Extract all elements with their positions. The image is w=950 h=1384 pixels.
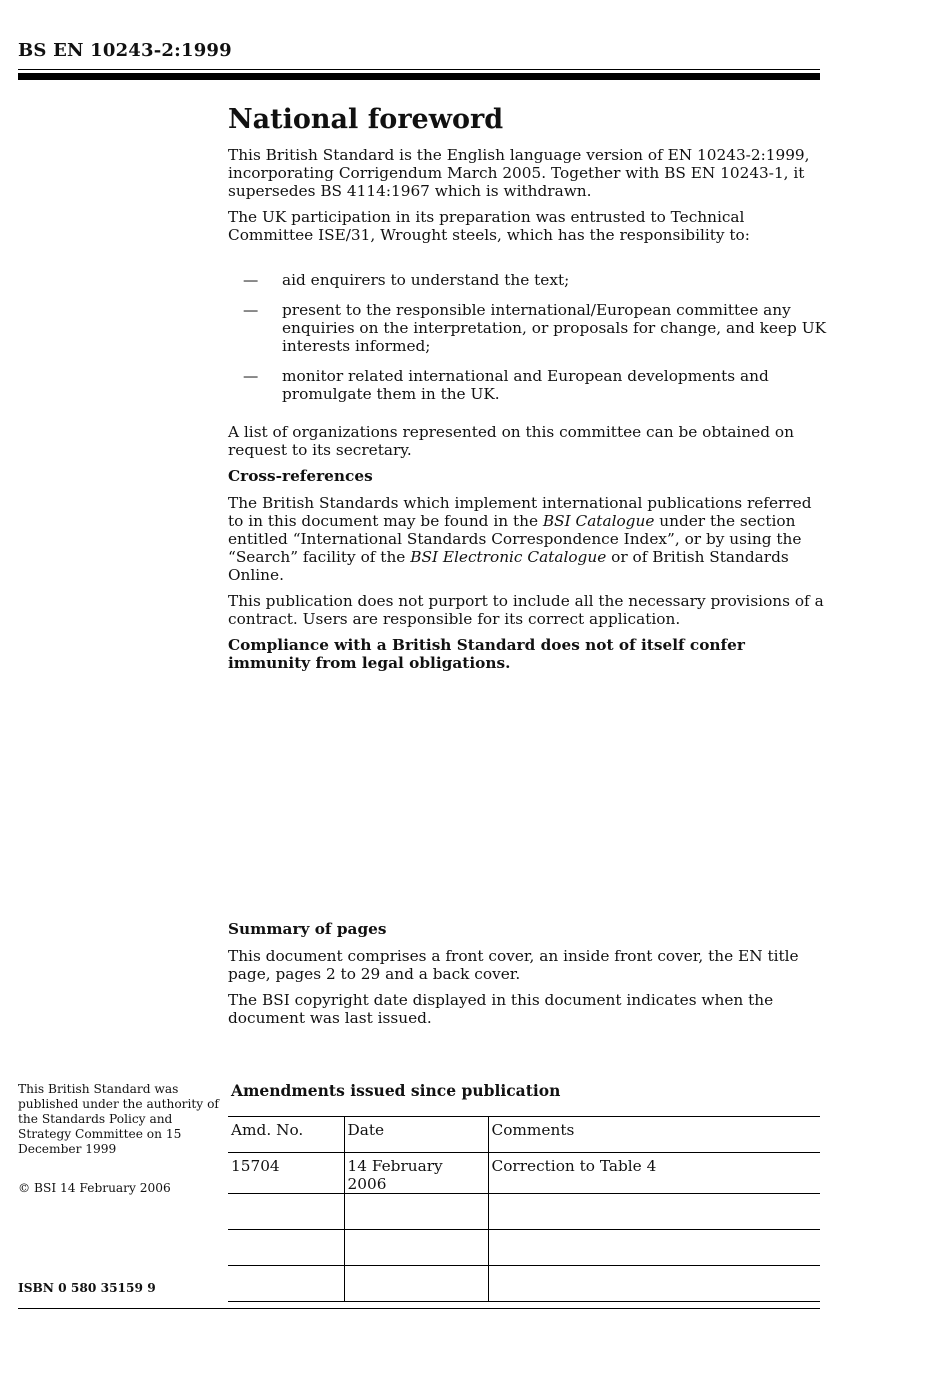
footer-rule [18, 1308, 820, 1309]
responsibility-list [228, 271, 828, 403]
bsi-catalogue: BSI Catalogue [542, 512, 655, 530]
table-cell [228, 1194, 344, 1230]
table-cell [228, 1266, 344, 1302]
table-cell: 14 February 2006 [344, 1153, 488, 1194]
table-cell: 15704 [228, 1153, 344, 1194]
foreword-section [228, 104, 828, 680]
table-cell [344, 1266, 488, 1302]
cross-ref-text-2: under the section entitled “International Standards Correspondence Index”, or by using the “Search” facility of the [228, 512, 802, 566]
cross-references-heading: Cross-references [228, 467, 373, 485]
cross-ref-text-1: The British Standards which implement international publications referred to in this document may be found in the [228, 494, 812, 530]
foreword-para-organizations: A list of organizations represented on this committee can be obtained on request to its secretary. [228, 423, 794, 459]
summary-para-copyright: The BSI copyright date displayed in this document indicates when the document was last issued. [228, 991, 774, 1027]
foreword-title: National foreword [228, 104, 504, 135]
summary-para-contents: This document comprises a front cover, an inside front cover, the EN title page, pages 2 to 29 and a back cover. [228, 947, 799, 983]
document-code: BS EN 10243-2:1999 [18, 40, 232, 61]
dash-marker: — [243, 367, 259, 385]
table-cell [344, 1230, 488, 1266]
table-cell [344, 1194, 488, 1230]
list-item-text: monitor related international and European developments and promulgate them in the UK. [282, 367, 769, 403]
copyright-note: © BSI 14 February 2006 [18, 1181, 171, 1195]
cross-references-para [228, 494, 828, 584]
header-rule-thin [18, 69, 820, 70]
provisions-para: This publication does not purport to include all the necessary provisions of a contract. Users are responsible for its correct application. [228, 592, 824, 628]
header-cell: Amd. No. [228, 1117, 344, 1153]
summary-heading: Summary of pages [228, 920, 387, 938]
header-cell: Date [344, 1117, 488, 1153]
cross-ref-text-3: or of British Standards Online. [228, 548, 789, 584]
foreword-para-committee: The UK participation in its preparation was entrusted to Technical Committee ISE/31, Wrought steels, which has the responsibility to: [228, 208, 750, 244]
isbn: ISBN 0 580 35159 9 [18, 1281, 156, 1295]
foreword-para-intro: This British Standard is the English language version of EN 10243-2:1999, incorporating Corrigendum March 2005. Together with BS EN 10243-1, it supersedes BS 4114:1967 which is withdrawn. [228, 146, 810, 200]
list-item [243, 301, 828, 355]
dash-marker: — [243, 271, 259, 289]
table-cell [488, 1194, 820, 1230]
table-cell [488, 1230, 820, 1266]
list-item-text: aid enquirers to understand the text; [282, 271, 570, 289]
header-cell: Comments [488, 1117, 820, 1153]
table-row [228, 1266, 820, 1302]
table-cell [488, 1266, 820, 1302]
table-row [228, 1230, 820, 1266]
table-cell: Correction to Table 4 [488, 1153, 820, 1194]
table-header-row [228, 1117, 820, 1153]
list-item-text: present to the responsible international/European committee any enquiries on the interpretation, or proposals for change, and keep UK interests informed; [282, 301, 827, 355]
table-cell [228, 1230, 344, 1266]
table-row [228, 1153, 820, 1194]
authority-note: This British Standard was published under the authority of the Standards Policy and Strategy Committee on 15 December 1999 [18, 1082, 219, 1156]
dash-marker: — [243, 301, 259, 319]
table-row [228, 1194, 820, 1230]
list-item [243, 271, 828, 289]
header-rule-thick [18, 73, 820, 80]
amendments-title: Amendments issued since publication [231, 1081, 561, 1100]
list-item [243, 367, 828, 403]
summary-section [228, 920, 828, 1035]
bsi-electronic-catalogue: BSI Electronic Catalogue [410, 548, 607, 566]
compliance-statement: Compliance with a British Standard does not of itself confer immunity from legal obligations. [228, 636, 745, 672]
amendments-table [228, 1116, 820, 1302]
